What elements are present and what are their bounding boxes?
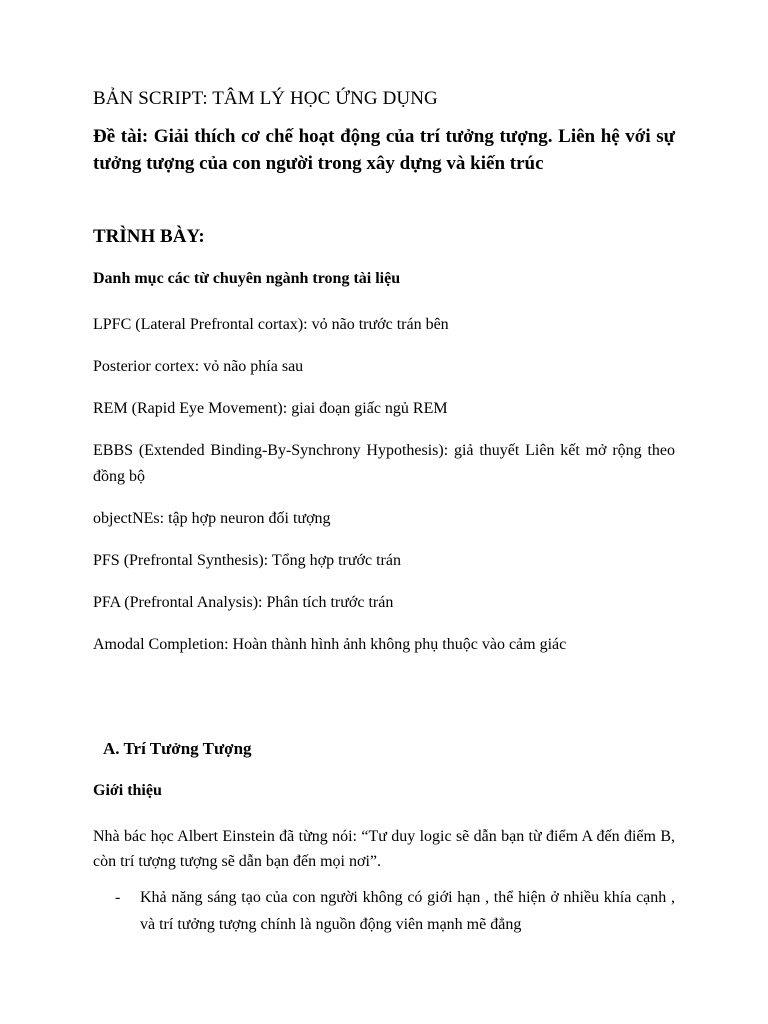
glossary-term: LPFC (Lateral Prefrontal cortax): vỏ não trước trán bên	[93, 316, 449, 333]
bullet-dash: -	[115, 889, 121, 906]
bullet-item	[115, 884, 675, 938]
subject-title: Đề tài: Giải thích cơ chế hoạt động của trí tưởng tượng. Liên hệ với sự tưởng tượng của con người trong xây dựng và kiến trúc	[93, 126, 675, 174]
glossary-title: Danh mục các từ chuyên ngành trong tài liệu	[93, 270, 401, 287]
script-title: BẢN SCRIPT: TÂM LÝ HỌC ỨNG DỤNG	[93, 88, 438, 109]
section-a-title: A. Trí Tưởng Tượng	[103, 739, 252, 758]
glossary-term: Amodal Completion: Hoàn thành hình ảnh không phụ thuộc vào cảm giác	[93, 636, 567, 653]
quote-paragraph: Nhà bác học Albert Einstein đã từng nói: “Tư duy logic sẽ dẫn bạn từ điểm A đến điểm B, còn trí tượng tượng sẽ dẫn bạn đến mọi nơi”.	[93, 828, 675, 870]
glossary-term: objectNEs: tập hợp neuron đối tượng	[93, 510, 331, 527]
section-heading: TRÌNH BÀY:	[93, 226, 205, 247]
bullet-text: Khả năng sáng tạo của con người không có giới hạn , thể hiện ở nhiều khía cạnh , và trí tưởng tượng chính là nguồn động viên mạnh mẽ đẳng	[140, 889, 675, 933]
glossary-term: PFA (Prefrontal Analysis): Phân tích trước trán	[93, 594, 394, 611]
intro-title: Giới thiệu	[93, 782, 162, 799]
glossary-term: PFS (Prefrontal Synthesis): Tổng hợp trước trán	[93, 552, 401, 569]
glossary-term: REM (Rapid Eye Movement): giai đoạn giấc ngủ REM	[93, 400, 448, 417]
glossary-term: Posterior cortex: vỏ não phía sau	[93, 358, 304, 375]
glossary-term: EBBS (Extended Binding-By-Synchrony Hypothesis): giả thuyết Liên kết mở rộng theo đồng bộ	[93, 442, 675, 485]
